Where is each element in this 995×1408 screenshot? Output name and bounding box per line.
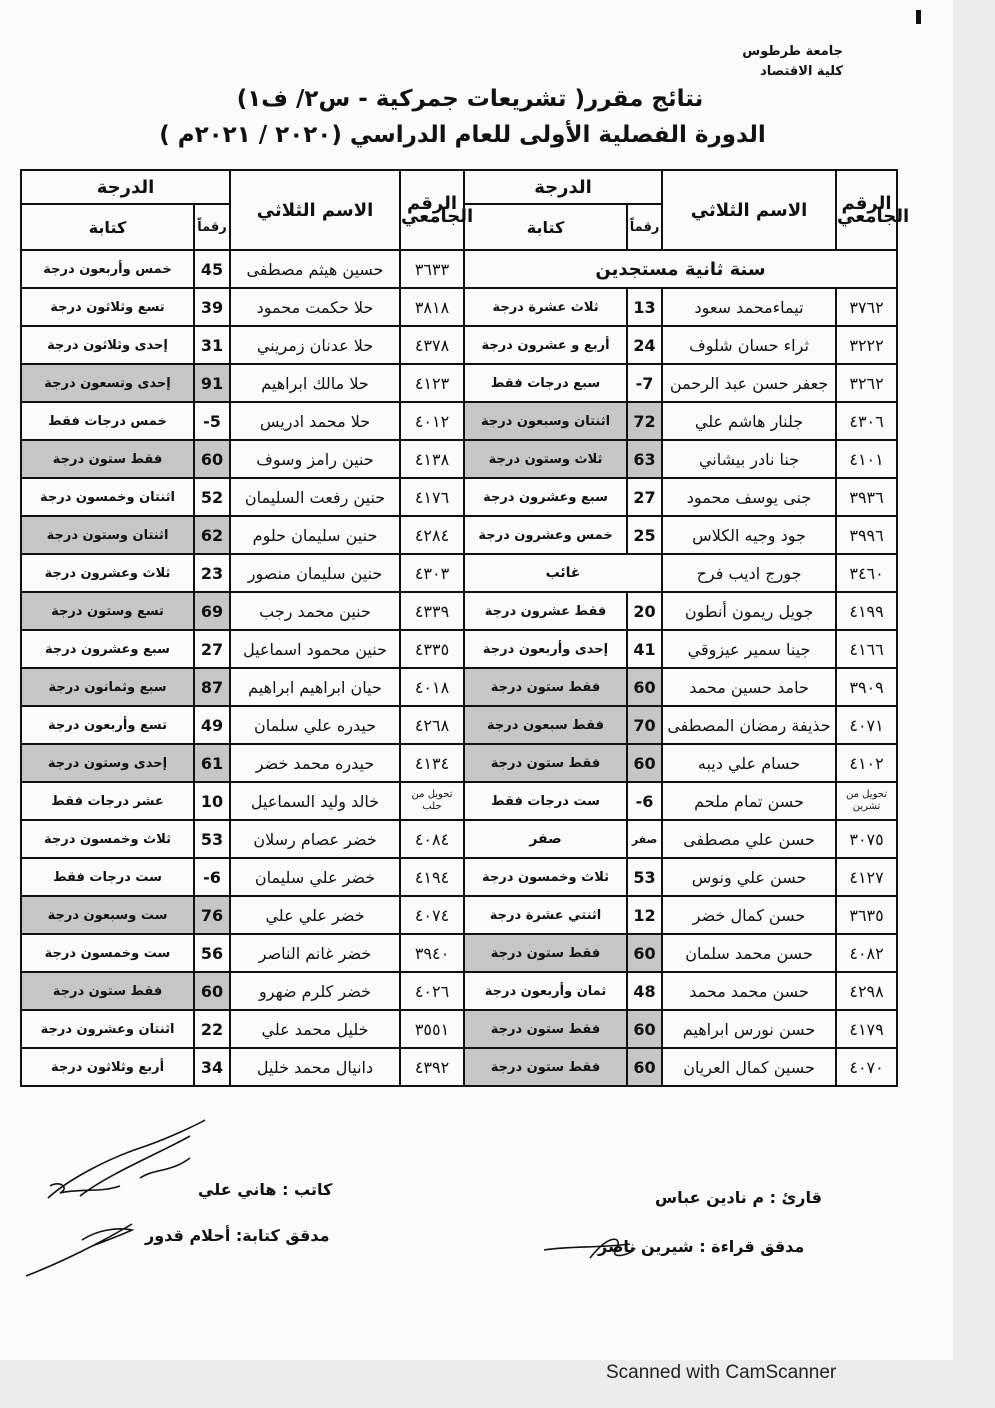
student-name-cell: حسن محمد سلمان — [662, 934, 836, 972]
student-id-cell: ٤٢٩٨ — [836, 972, 897, 1010]
student-id-cell: ٣٩٣٦ — [836, 478, 897, 516]
student-name-cell: حسين هيثم مصطفى — [230, 250, 400, 288]
grade-number-cell: -7 — [627, 364, 662, 402]
faculty-name: كلية الاقتصاد — [760, 64, 843, 79]
grade-number-cell: 34 — [194, 1048, 230, 1086]
student-name-cell: ثراء حسان شلوف — [662, 326, 836, 364]
grade-number-cell: 10 — [194, 782, 230, 820]
grade-words-cell: عشر درجات فقط — [21, 782, 194, 820]
student-name-cell: حسام علي ديبه — [662, 744, 836, 782]
results-table — [20, 169, 910, 1087]
grade-words-cell: فقط ستون درجة — [464, 744, 627, 782]
grade-number-cell: 91 — [194, 364, 230, 402]
grade-number-cell: 23 — [194, 554, 230, 592]
grade-words-cell: ثلاث وخمسون درجة — [464, 858, 627, 896]
grade-number-cell: 27 — [194, 630, 230, 668]
student-id-cell: ٤٢٨٤ — [400, 516, 464, 554]
student-id-cell: ٤١٩٩ — [836, 592, 897, 630]
student-id-cell: ٤٣٣٥ — [400, 630, 464, 668]
grade-number-cell: 56 — [194, 934, 230, 972]
student-id-cell: ٣٦٣٣ — [400, 250, 464, 288]
reader-checker-signature — [540, 1228, 640, 1268]
grade-words-cell: أربع وثلاثون درجة — [21, 1048, 194, 1086]
student-id-cell: ٤٢٦٨ — [400, 706, 464, 744]
grade-number-cell: 62 — [194, 516, 230, 554]
student-id-cell: ٤٣٠٦ — [836, 402, 897, 440]
grade-words-cell: صفر — [464, 820, 627, 858]
grade-words-cell: اثنتان وسبعون درجة — [464, 402, 627, 440]
grade-words-cell: ست وخمسون درجة — [21, 934, 194, 972]
table-row — [21, 364, 897, 402]
student-name-cell: حسن نورس ابراهيم — [662, 1010, 836, 1048]
grade-number-cell: 39 — [194, 288, 230, 326]
student-name-cell: جورج اديب فرح — [662, 554, 836, 592]
student-name-cell: حنين سليمان منصور — [230, 554, 400, 592]
grade-number-cell: 60 — [627, 668, 662, 706]
student-name-cell: حنين محمد رجب — [230, 592, 400, 630]
numeric-header: رقماً — [194, 204, 230, 250]
grade-number-cell: 60 — [194, 440, 230, 478]
student-name-cell: حيدره محمد خضر — [230, 744, 400, 782]
grade-number-cell: -5 — [194, 402, 230, 440]
written-header: كتابة — [464, 204, 627, 250]
student-name-cell: جعفر حسن عبد الرحمن — [662, 364, 836, 402]
student-name-cell: حسن كمال خضر — [662, 896, 836, 934]
grade-number-cell: 49 — [194, 706, 230, 744]
student-name-cell: خضر علي علي — [230, 896, 400, 934]
name-header: الاسم الثلاثي — [662, 170, 836, 250]
grade-words-cell: فقط ستون درجة — [464, 1048, 627, 1086]
grade-words-cell: ست درجات فقط — [464, 782, 627, 820]
grade-number-cell: 31 — [194, 326, 230, 364]
student-name-cell: حيدره علي سلمان — [230, 706, 400, 744]
grade-number-cell: 12 — [627, 896, 662, 934]
student-id-cell: ٤٠٨٤ — [400, 820, 464, 858]
grade-number-cell: -6 — [627, 782, 662, 820]
table-header-row — [21, 170, 897, 204]
student-id-cell: ٣٢٢٢ — [836, 326, 897, 364]
student-id-cell: ٤١٠٢ — [836, 744, 897, 782]
id-header: الرقم الجامعي — [836, 170, 897, 250]
student-name-cell: دانيال محمد خليل — [230, 1048, 400, 1086]
student-id-cell: ٣٦٣٥ — [836, 896, 897, 934]
grade-words-cell: ثمان وأربعون درجة — [464, 972, 627, 1010]
student-id-cell: ٣٢٦٢ — [836, 364, 897, 402]
grade-words-cell: ثلاث وخمسون درجة — [21, 820, 194, 858]
grade-words-cell: أربع و عشرون درجة — [464, 326, 627, 364]
student-id-cell: تحويل من تشرين — [836, 782, 897, 820]
student-name-cell: حسن علي ونوس — [662, 858, 836, 896]
name-header: الاسم الثلاثي — [230, 170, 400, 250]
student-id-cell: ٣٧٦٢ — [836, 288, 897, 326]
grade-words-cell: إحدى وثلاثون درجة — [21, 326, 194, 364]
grade-words-cell: إحدى وأربعون درجة — [464, 630, 627, 668]
student-id-cell: ٤١٣٤ — [400, 744, 464, 782]
institution-block — [742, 42, 843, 82]
student-id-cell: ٤١٢٧ — [836, 858, 897, 896]
table-row — [21, 250, 897, 288]
student-name-cell: جنى يوسف محمود — [662, 478, 836, 516]
document-title: نتائج مقرر( تشريعات جمركية - س٢/ ف١) — [236, 86, 704, 112]
grade-number-cell: 70 — [627, 706, 662, 744]
grade-words-cell: إحدى وستون درجة — [21, 744, 194, 782]
grade-words-cell: تسع وستون درجة — [21, 592, 194, 630]
grade-words-cell: خمس درجات فقط — [21, 402, 194, 440]
grade-number-cell: 27 — [627, 478, 662, 516]
grade-number-cell: 45 — [194, 250, 230, 288]
table-row — [21, 668, 897, 706]
reader-label: قارئ : م نادين عباس — [655, 1188, 822, 1207]
student-name-cell: حسن تمام ملحم — [662, 782, 836, 820]
numeric-header: رقماً — [627, 204, 662, 250]
student-name-cell: جينا سمير عيزوقي — [662, 630, 836, 668]
grade-number-cell: 24 — [627, 326, 662, 364]
grade-words-cell: سبع وعشرون درجة — [464, 478, 627, 516]
grade-number-cell: 60 — [627, 934, 662, 972]
student-id-cell: ٣٨١٨ — [400, 288, 464, 326]
grade-words-cell: تسع وثلاثون درجة — [21, 288, 194, 326]
grade-words-cell: اثنتي عشرة درجة — [464, 896, 627, 934]
student-name-cell: تيماءمحمد سعود — [662, 288, 836, 326]
table-row — [21, 440, 897, 478]
section-title-cell: سنة ثانية مستجدين — [464, 250, 897, 288]
grade-number-cell: 87 — [194, 668, 230, 706]
grade-words-cell: سبع وعشرون درجة — [21, 630, 194, 668]
student-id-cell: ٤٣٣٩ — [400, 592, 464, 630]
student-id-cell: ٤١٠١ — [836, 440, 897, 478]
student-id-cell: ٤٠٨٢ — [836, 934, 897, 972]
grade-number-cell: 25 — [627, 516, 662, 554]
student-id-cell: ٤٣٩٢ — [400, 1048, 464, 1086]
student-name-cell: جود وجيه الكلاس — [662, 516, 836, 554]
writer-label: كاتب : هاني علي — [198, 1180, 333, 1199]
student-name-cell: خضر عصام رسلان — [230, 820, 400, 858]
grade-number-cell: 72 — [627, 402, 662, 440]
table-row — [21, 706, 897, 744]
written-header: كتابة — [21, 204, 194, 250]
grade-words-cell: فقط ستون درجة — [21, 972, 194, 1010]
student-name-cell: حسن علي مصطفى — [662, 820, 836, 858]
student-id-cell: ٤٠١٢ — [400, 402, 464, 440]
grade-words-cell: سبع درجات فقط — [464, 364, 627, 402]
student-name-cell: حلا محمد ادريس — [230, 402, 400, 440]
writer-signature — [40, 1118, 220, 1208]
table-row — [21, 326, 897, 364]
table-row — [21, 592, 897, 630]
student-name-cell: حلا حكمت محمود — [230, 288, 400, 326]
grade-words-cell: اثنتان وعشرون درجة — [21, 1010, 194, 1048]
grade-number-cell: 48 — [627, 972, 662, 1010]
grade-words-cell: فقط سبعون درجة — [464, 706, 627, 744]
grade-number-cell: 60 — [627, 1010, 662, 1048]
student-name-cell: جلنار هاشم علي — [662, 402, 836, 440]
table-row — [21, 1048, 897, 1086]
student-id-cell: ٣٥٥١ — [400, 1010, 464, 1048]
student-name-cell: حلا عدنان زمريني — [230, 326, 400, 364]
table-row — [21, 402, 897, 440]
writer-checker-label: مدقق كتابة: أحلام قدور — [145, 1226, 330, 1245]
student-id-cell: ٤٠٢٦ — [400, 972, 464, 1010]
grade-words-cell: فقط ستون درجة — [21, 440, 194, 478]
table-row — [21, 478, 897, 516]
grade-words-cell: اثنتان وستون درجة — [21, 516, 194, 554]
grade-words-cell: خمس وأربعون درجة — [21, 250, 194, 288]
table-row — [21, 820, 897, 858]
student-id-cell: تحويل من حلب — [400, 782, 464, 820]
grade-words-cell: تسع وأربعون درجة — [21, 706, 194, 744]
student-id-cell: ٤١٧٩ — [836, 1010, 897, 1048]
grade-header: الدرجة — [21, 170, 230, 204]
grade-words-cell: ثلاث وعشرون درجة — [21, 554, 194, 592]
table-row — [21, 896, 897, 934]
grade-words-cell: سبع وثمانون درجة — [21, 668, 194, 706]
results-body — [21, 250, 897, 1086]
student-id-cell: ٤٠٧٤ — [400, 896, 464, 934]
student-name-cell: حنين رامز وسوف — [230, 440, 400, 478]
student-id-cell: ٤١٦٦ — [836, 630, 897, 668]
student-id-cell: ٤٣٠٣ — [400, 554, 464, 592]
absent-cell: غائب — [464, 554, 662, 592]
grade-number-cell: صفر — [627, 820, 662, 858]
grade-number-cell: -6 — [194, 858, 230, 896]
grade-words-cell: خمس وعشرون درجة — [464, 516, 627, 554]
document-subtitle: الدورة الفصلية الأولى للعام الدراسي (٢٠٢٠ / ٢٠٢١م ) — [159, 122, 766, 148]
scanner-watermark: Scanned with CamScanner — [606, 1362, 837, 1383]
table-row — [21, 630, 897, 668]
table-row — [21, 934, 897, 972]
student-id-cell: ٣٩٩٦ — [836, 516, 897, 554]
student-id-cell: ٣٩٤٠ — [400, 934, 464, 972]
scan-edge-mark — [916, 10, 921, 24]
grade-words-cell: ثلاث وستون درجة — [464, 440, 627, 478]
student-id-cell: ٤١٧٦ — [400, 478, 464, 516]
grade-words-cell: فقط عشرون درجة — [464, 592, 627, 630]
grade-number-cell: 69 — [194, 592, 230, 630]
table-row — [21, 1010, 897, 1048]
student-name-cell: حنين سليمان حلوم — [230, 516, 400, 554]
student-name-cell: خضر غانم الناصر — [230, 934, 400, 972]
grade-words-cell: فقط ستون درجة — [464, 1010, 627, 1048]
student-id-cell: ٤٠٧١ — [836, 706, 897, 744]
grade-number-cell: 52 — [194, 478, 230, 516]
table-row — [21, 782, 897, 820]
student-name-cell: خالد وليد السماعيل — [230, 782, 400, 820]
table-row — [21, 744, 897, 782]
student-name-cell: خضر كلرم ضهرو — [230, 972, 400, 1010]
student-name-cell: جويل ريمون أنطون — [662, 592, 836, 630]
grade-number-cell: 63 — [627, 440, 662, 478]
grade-words-cell: اثنتان وخمسون درجة — [21, 478, 194, 516]
grade-words-cell: ست درجات فقط — [21, 858, 194, 896]
university-name: جامعة طرطوس — [742, 44, 843, 59]
grade-words-cell: ثلاث عشرة درجة — [464, 288, 627, 326]
student-id-cell: ٣٠٧٥ — [836, 820, 897, 858]
student-name-cell: حذيفة رمضان المصطفى — [662, 706, 836, 744]
grade-number-cell: 20 — [627, 592, 662, 630]
student-id-cell: ٣٩٠٩ — [836, 668, 897, 706]
grade-words-cell: فقط ستون درجة — [464, 668, 627, 706]
student-id-cell: ٤١٩٤ — [400, 858, 464, 896]
table-row — [21, 972, 897, 1010]
grade-number-cell: 60 — [194, 972, 230, 1010]
writer-checker-signature — [22, 1212, 152, 1282]
student-name-cell: جنا نادر بيشاني — [662, 440, 836, 478]
id-header: الرقم الجامعي — [400, 170, 464, 250]
grade-words-cell: فقط ستون درجة — [464, 934, 627, 972]
student-id-cell: ٤٠٧٠ — [836, 1048, 897, 1086]
grade-number-cell: 41 — [627, 630, 662, 668]
student-id-cell: ٤٣٧٨ — [400, 326, 464, 364]
student-name-cell: حسن محمد محمد — [662, 972, 836, 1010]
student-id-cell: ٤١٣٨ — [400, 440, 464, 478]
grade-number-cell: 53 — [194, 820, 230, 858]
grade-number-cell: 53 — [627, 858, 662, 896]
student-name-cell: حلا مالك ابراهيم — [230, 364, 400, 402]
grade-words-cell: إحدى وتسعون درجة — [21, 364, 194, 402]
grade-number-cell: 13 — [627, 288, 662, 326]
grade-number-cell: 22 — [194, 1010, 230, 1048]
grade-number-cell: 60 — [627, 1048, 662, 1086]
student-name-cell: حيان ابراهيم ابراهيم — [230, 668, 400, 706]
student-name-cell: حامد حسين محمد — [662, 668, 836, 706]
table-row — [21, 554, 897, 592]
grade-header: الدرجة — [464, 170, 662, 204]
student-name-cell: حنين محمود اسماعيل — [230, 630, 400, 668]
table-row — [21, 288, 897, 326]
student-id-cell: ٣٤٦٠ — [836, 554, 897, 592]
grade-number-cell: 61 — [194, 744, 230, 782]
grade-number-cell: 60 — [627, 744, 662, 782]
table-row — [21, 516, 897, 554]
grade-words-cell: ست وسبعون درجة — [21, 896, 194, 934]
student-name-cell: خليل محمد علي — [230, 1010, 400, 1048]
reader-checker-label: مدقق قراءة : شيرين ناصر — [598, 1237, 805, 1256]
student-name-cell: خضر علي سليمان — [230, 858, 400, 896]
table-row — [21, 858, 897, 896]
student-name-cell: حنين رفعت السليمان — [230, 478, 400, 516]
student-name-cell: حسين كمال العريان — [662, 1048, 836, 1086]
grade-number-cell: 76 — [194, 896, 230, 934]
student-id-cell: ٤١٢٣ — [400, 364, 464, 402]
student-id-cell: ٤٠١٨ — [400, 668, 464, 706]
